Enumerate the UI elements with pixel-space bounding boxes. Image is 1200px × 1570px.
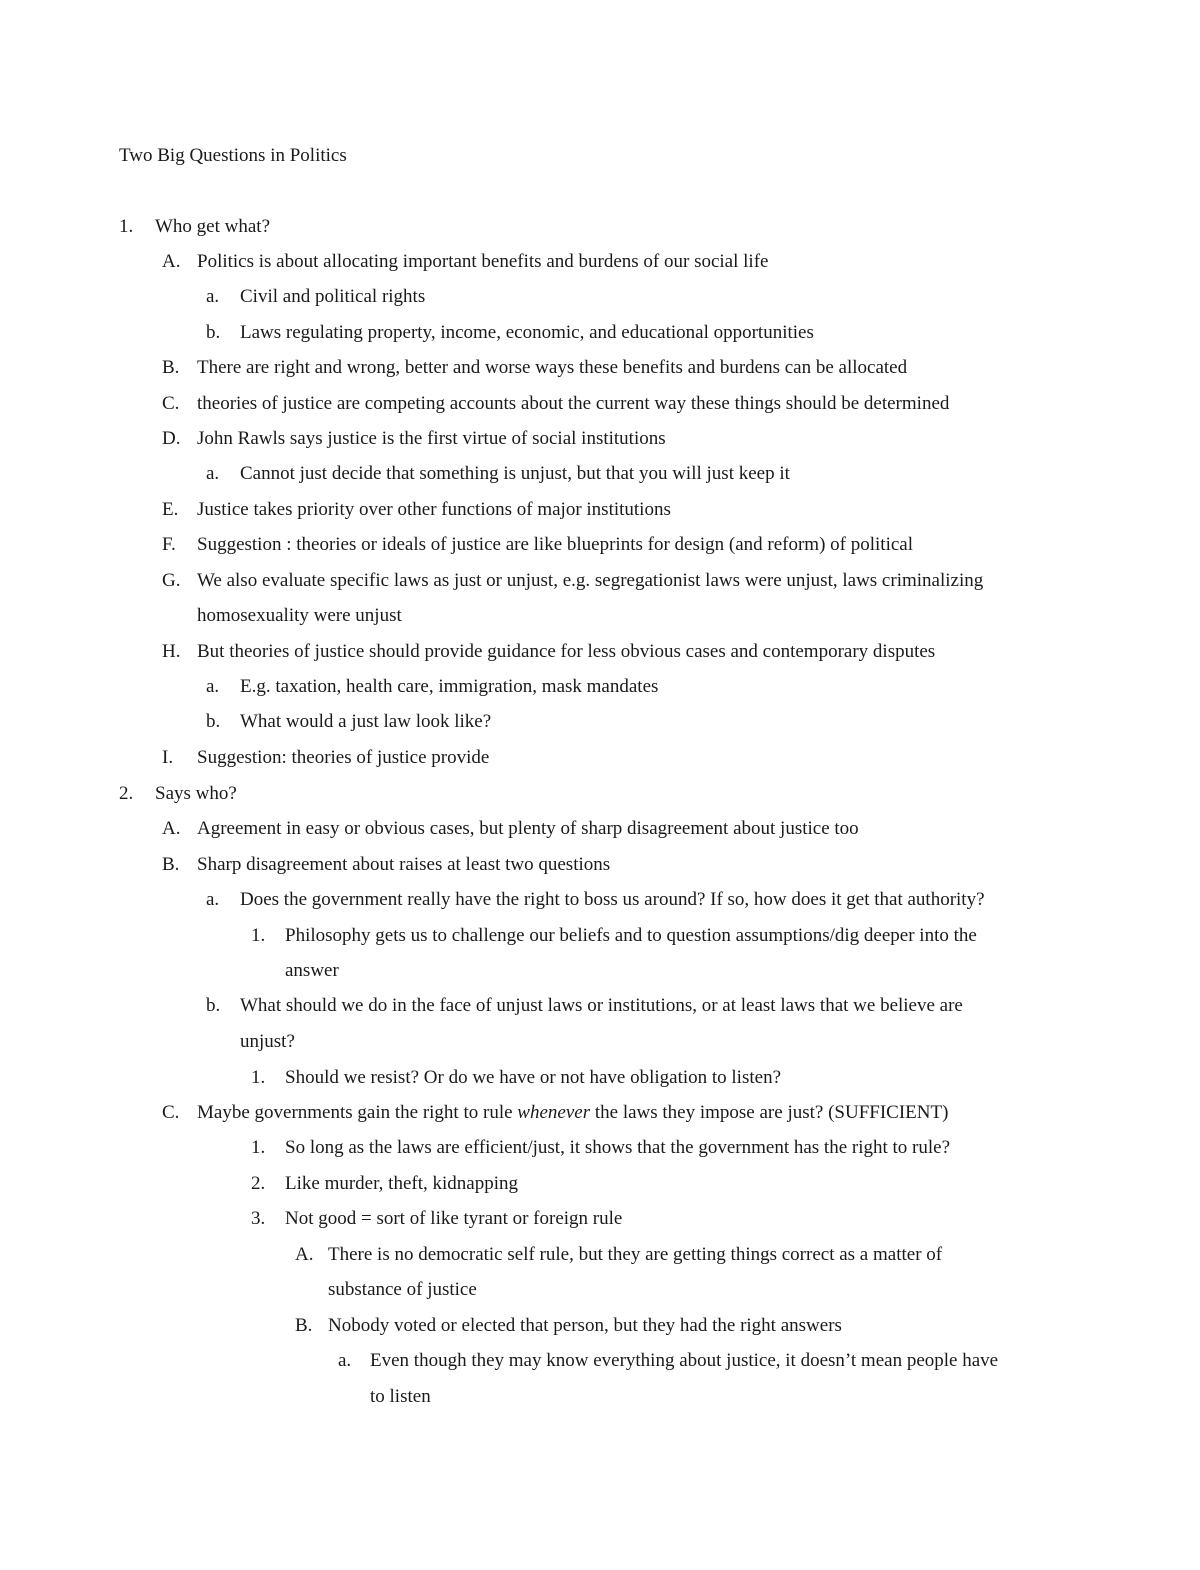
list-item-continuation: unjust? (240, 1031, 295, 1052)
list-item-continuation: answer (285, 960, 339, 981)
list-marker: b. (206, 995, 221, 1016)
list-marker: a. (338, 1350, 352, 1371)
list-marker: a. (206, 889, 220, 910)
list-item-text: Agreement in easy or obvious cases, but plenty of sharp disagreement about justice too (197, 818, 859, 839)
list-marker: 1. (251, 1067, 266, 1088)
list-marker: F. (162, 534, 176, 555)
list-item-text: What would a just law look like? (240, 711, 492, 732)
list-marker: b. (206, 711, 221, 732)
list-marker: 3. (251, 1208, 266, 1229)
list-marker: a. (206, 286, 220, 307)
list-item-text: Like murder, theft, kidnapping (285, 1173, 518, 1194)
list-item-text: theories of justice are competing accounts about the current way these things should be determined (197, 393, 950, 414)
list-marker: A. (295, 1244, 314, 1265)
list-marker: 2. (251, 1173, 266, 1194)
list-marker: B. (162, 854, 180, 875)
list-item-text: Sharp disagreement about raises at least two questions (197, 854, 611, 875)
document-title: Two Big Questions in Politics (119, 145, 347, 166)
list-item-text (197, 1100, 948, 1126)
list-marker: 1. (251, 1137, 266, 1158)
list-item-text: Civil and political rights (240, 286, 426, 307)
list-item-text: Suggestion : theories or ideals of justice are like blueprints for design (and reform) of political (197, 534, 913, 555)
list-marker: H. (162, 641, 181, 662)
list-marker: 1. (251, 925, 266, 946)
list-item-text: So long as the laws are efficient/just, it shows that the government has the right to rule? (285, 1137, 951, 1158)
list-item-text: Should we resist? Or do we have or not have obligation to listen? (285, 1067, 782, 1088)
emphasis-text: whenever (517, 1102, 591, 1123)
list-marker: 2. (119, 783, 134, 804)
list-marker: A. (162, 818, 181, 839)
list-item-text: Laws regulating property, income, economic, and educational opportunities (240, 322, 814, 343)
list-item-text: Not good = sort of like tyrant or foreign rule (285, 1208, 623, 1229)
list-item-text: Politics is about allocating important benefits and burdens of our social life (197, 251, 769, 272)
list-item-continuation: homosexuality were unjust (197, 605, 402, 626)
list-item-text: We also evaluate specific laws as just or unjust, e.g. segregationist laws were unjust, laws criminalizing (197, 570, 984, 591)
text-run: Maybe governments gain the right to rule (197, 1102, 518, 1123)
list-marker: b. (206, 322, 221, 343)
list-item-text: But theories of justice should provide guidance for less obvious cases and contemporary disputes (197, 641, 936, 662)
list-item-continuation: substance of justice (328, 1279, 477, 1300)
list-marker: 1. (119, 216, 134, 237)
list-item-text: Says who? (155, 783, 237, 804)
list-marker: G. (162, 570, 181, 591)
list-marker: I. (162, 747, 174, 768)
list-marker: D. (162, 428, 181, 449)
text-run: the laws they impose are just? (SUFFICIENT) (590, 1102, 949, 1123)
list-marker: C. (162, 393, 180, 414)
list-marker: B. (295, 1315, 313, 1336)
list-marker: B. (162, 357, 180, 378)
list-marker: C. (162, 1102, 180, 1123)
list-item-text: Justice takes priority over other functions of major institutions (197, 499, 671, 520)
list-marker: E. (162, 499, 179, 520)
list-item-text: E.g. taxation, health care, immigration, mask mandates (240, 676, 659, 697)
list-marker: a. (206, 676, 220, 697)
list-item-text: There are right and wrong, better and worse ways these benefits and burdens can be allocated (197, 357, 908, 378)
list-item-text: Even though they may know everything about justice, it doesn’t mean people have (370, 1350, 999, 1371)
list-marker: A. (162, 251, 181, 272)
list-item-text: Cannot just decide that something is unjust, but that you will just keep it (240, 463, 790, 484)
list-item-text: Philosophy gets us to challenge our beliefs and to question assumptions/dig deeper into the (285, 925, 977, 946)
list-item-text: Does the government really have the right to boss us around? If so, how does it get that authority? (240, 889, 985, 910)
list-item-text: Suggestion: theories of justice provide (197, 747, 490, 768)
list-item-continuation: to listen (370, 1386, 431, 1407)
list-item-text: Nobody voted or elected that person, but they had the right answers (328, 1315, 842, 1336)
list-item-text: There is no democratic self rule, but they are getting things correct as a matter of (328, 1244, 943, 1265)
list-marker: a. (206, 463, 220, 484)
list-item-text: John Rawls says justice is the first virtue of social institutions (197, 428, 666, 449)
list-item-text: What should we do in the face of unjust laws or institutions, or at least laws that we believe are (240, 995, 963, 1016)
list-item-text: Who get what? (155, 216, 271, 237)
